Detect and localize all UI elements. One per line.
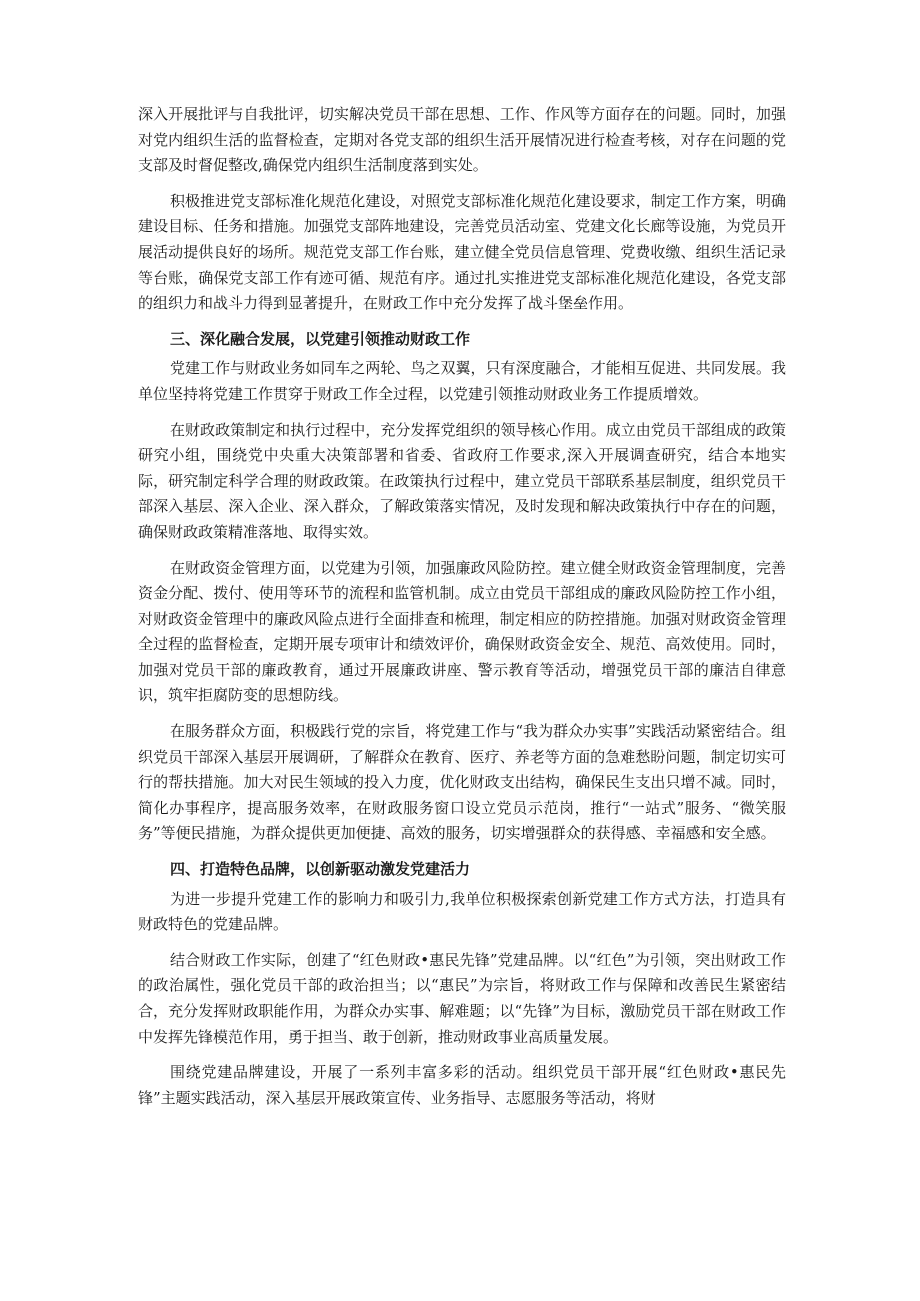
section-heading: 三、深化融合发展，以党建引领推动财政工作	[170, 329, 471, 348]
paragraph: 围绕党建品牌建设，开展了一系列丰富多彩的活动。组织党员干部开展“红色财政•惠民先锋”主题实践活动，深入基层开展政策宣传、业务指导、志愿服务等活动，将财	[138, 1063, 786, 1107]
paragraph: 在财政政策制定和执行过程中，充分发挥党组织的领导核心作用。成立由党员干部组成的政策研究小组，围绕党中央重大决策部署和省委、省政府工作要求,深入开展调查研究，结合本地实际，研究制定科学合理的财政政策。在政策执行过程中，建立党员干部联系基层制度，组织党员干部深入基层、深入企业、深入群众，了解政策落实情况，及时发现和解决政策执行中存在的问题，确保财政政策精准落地、取得实效。	[138, 420, 786, 541]
document-page	[138, 102, 786, 1121]
paragraph: 在服务群众方面，积极践行党的宗旨，将党建工作与“我为群众办实事”实践活动紧密结合。组织党员干部深入基层开展调研，了解群众在教育、医疗、养老等方面的急难愁盼问题，制定切实可行的帮扶措施。加大对民生领域的投入力度，优化财政支出结构，确保民生支出只增不减。同时，简化办事程序，提高服务效率，在财政服务窗口设立党员示范岗，推行“一站式”服务、“微笑服务”等便民措施，为群众提供更加便捷、高效的服务，切实增强群众的获得感、幸福感和安全感。	[138, 722, 786, 843]
paragraph: 积极推进党支部标准化规范化建设，对照党支部标准化规范化建设要求，制定工作方案，明确建设目标、任务和措施。加强党支部阵地建设，完善党员活动室、党建文化长廊等设施，为党员开展活动提供良好的场所。规范党支部工作台账，建立健全党员信息管理、党费收缴、组织生活记录等台账，确保党支部工作有迹可循、规范有序。通过扎实推进党支部标准化规范化建设，各党支部的组织力和战斗力得到显著提升，在财政工作中充分发挥了战斗堡垒作用。	[138, 191, 786, 313]
paragraph: 深入开展批评与自我批评，切实解决党员干部在思想、工作、作风等方面存在的问题。同时，加强对党内组织生活的监督检查，定期对各党支部的组织生活开展情况进行检查考核，对存在问题的党支部及时督促整改,确保党内组织生活制度落到实处。	[138, 105, 786, 175]
paragraph: 党建工作与财政业务如同车之两轮、鸟之双翼，只有深度融合，才能相互促进、共同发展。我单位坚持将党建工作贯穿于财政工作全过程，以党建引领推动财政业务工作提质增效。	[138, 359, 786, 403]
section-heading: 四、打造特色品牌，以创新驱动激发党建活力	[170, 860, 471, 879]
paragraph: 结合财政工作实际，创建了“红色财政•惠民先锋”党建品牌。以“红色”为引领，突出财政工作的政治属性，强化党员干部的政治担当；以“惠民”为宗旨，将财政工作与保障和改善民生紧密结合，充分发挥财政职能作用，为群众办实事、解难题；以“先锋”为目标，激励党员干部在财政工作中发挥先锋模范作用，勇于担当、敢于创新，推动财政事业高质量发展。	[138, 950, 786, 1046]
paragraph: 在财政资金管理方面，以党建为引领，加强廉政风险防控。建立健全财政资金管理制度，完善资金分配、拨付、使用等环节的流程和监管机制。成立由党员干部组成的廉政风险防控工作小组，对财政资金管理中的廉政风险点进行全面排查和梳理，制定相应的防控措施。加强对财政资金管理全过程的监督检查，定期开展专项审计和绩效评价，确保财政资金安全、规范、高效使用。同时，加强对党员干部的廉政教育，通过开展廉政讲座、警示教育等活动，增强党员干部的廉洁自律意识，筑牢拒腐防变的思想防线。	[138, 558, 786, 705]
paragraph: 为进一步提升党建工作的影响力和吸引力,我单位积极探索创新党建工作方式方法，打造具有财政特色的党建品牌。	[138, 889, 786, 934]
